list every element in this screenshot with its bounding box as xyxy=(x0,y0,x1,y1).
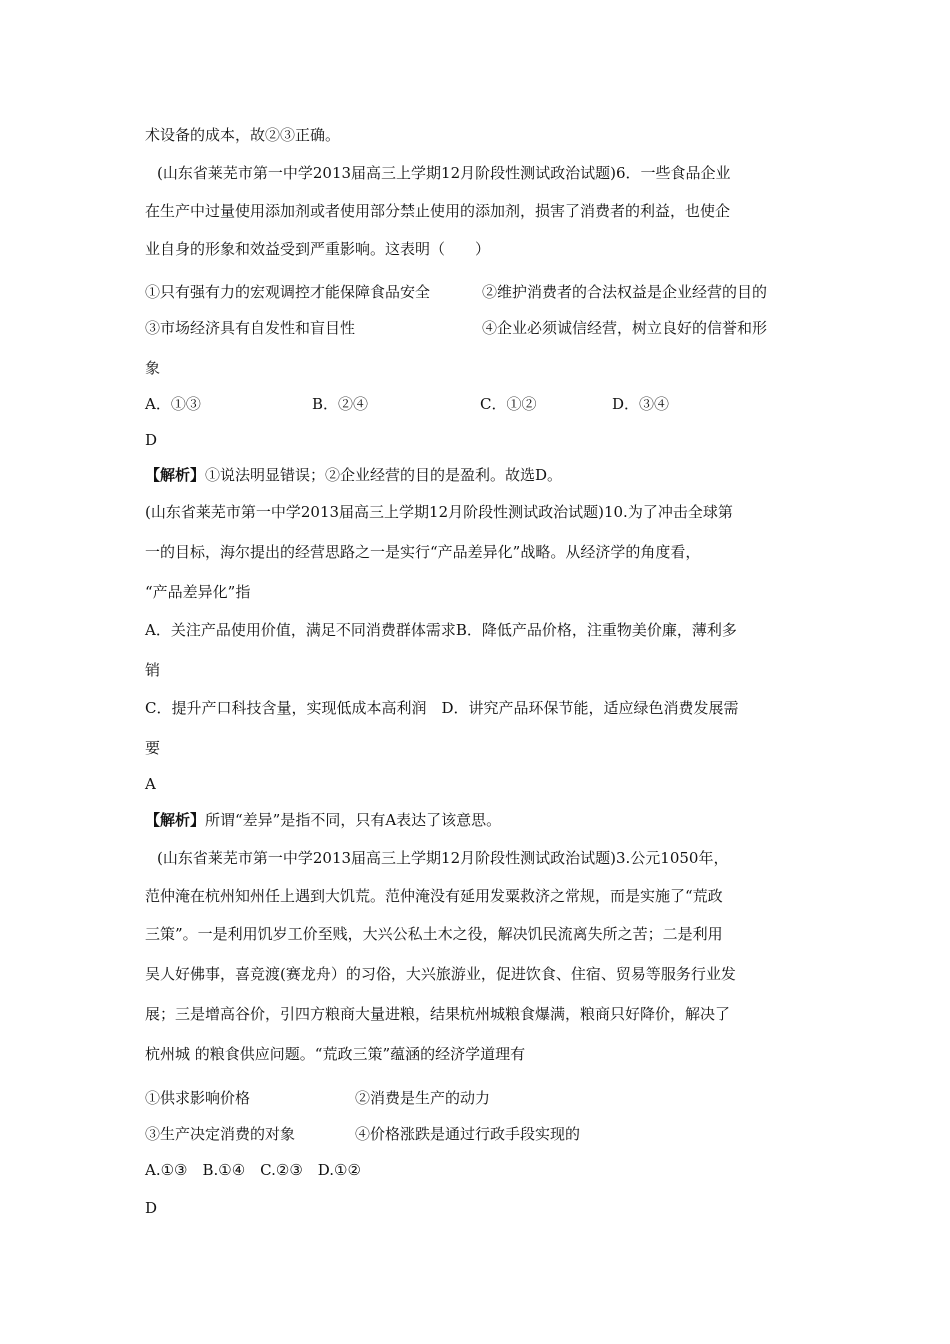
option-d: D．③④ xyxy=(612,395,670,413)
statement-3: ③市场经济具有自发性和盲目性 xyxy=(145,319,356,337)
answer: D xyxy=(145,431,158,449)
text-line: 三策”。一是利用饥岁工价至贱，大兴公私土木之役，解决饥民流离失所之苦；二是利用 xyxy=(145,925,723,943)
analysis xyxy=(145,465,562,485)
options-line: C．提升产口科技含量，实现低成本高利润 D．讲究产品环保节能，适应绿色消费发展需 xyxy=(145,699,739,717)
answer: A xyxy=(145,775,156,793)
text-line: 术设备的成本，故②③正确。 xyxy=(145,126,341,144)
text-line: “产品差异化”指 xyxy=(145,583,251,601)
text-line: 在生产中过量使用添加剂或者使用部分禁止使用的添加剂，损害了消费者的利益，也使企 xyxy=(145,202,731,220)
statement-1: ①供求影响价格 xyxy=(145,1089,251,1107)
analysis-text: ①说法明显错误；②企业经营的目的是盈利。故选D。 xyxy=(205,466,563,484)
text-line: 吴人好佛事，喜竞渡(赛龙舟）的习俗，大兴旅游业，促进饮食、住宿、贸易等服务行业发 xyxy=(145,965,736,983)
analysis xyxy=(145,810,501,830)
question-3-source: (山东省莱芜市第一中学2013届高三上学期12月阶段性测试政治试题)3.公元1050年， xyxy=(157,849,729,867)
option-c: C．①② xyxy=(480,395,537,413)
statement-2: ②消费是生产的动力 xyxy=(355,1089,491,1107)
analysis-text: 所谓“差异”是指不同，只有A表达了该意思。 xyxy=(205,811,502,829)
text-line: 业自身的形象和效益受到严重影响。这表明（ ） xyxy=(145,240,491,258)
text-line: 象 xyxy=(145,359,161,377)
text-line: 范仲淹在杭州知州任上遇到大饥荒。范仲淹没有延用发粟救济之常规，而是实施了“荒政 xyxy=(145,887,723,905)
answer: D xyxy=(145,1199,158,1217)
option-a: A．①③ xyxy=(145,395,201,413)
text-line: 一的目标，海尔提出的经营思路之一是实行“产品差异化”战略。从经济学的角度看， xyxy=(145,543,701,561)
text-line: 杭州城 的粮食供应问题。“荒政三策”蕴涵的经济学道理有 xyxy=(145,1045,526,1063)
analysis-tag: 【解析】 xyxy=(145,811,206,829)
statement-2: ②维护消费者的合法权益是企业经营的目的 xyxy=(482,283,768,301)
text-line: 销 xyxy=(145,661,161,679)
question-6-source: (山东省莱芜市第一中学2013届高三上学期12月阶段性测试政治试题)6．一些食品企业 xyxy=(157,164,731,182)
text-line: 要 xyxy=(145,739,161,757)
statement-3: ③生产决定消费的对象 xyxy=(145,1125,296,1143)
text-line: 展；三是增高谷价，引四方粮商大量进粮，结果杭州城粮食爆满，粮商只好降价，解决了 xyxy=(145,1005,731,1023)
statement-4: ④价格涨跌是通过行政手段实现的 xyxy=(355,1125,581,1143)
analysis-tag: 【解析】 xyxy=(145,466,206,484)
options-line: A．关注产品使用价值，满足不同消费群体需求B．降低产品价格，注重物美价廉，薄利多 xyxy=(145,621,737,639)
option-b: B．②④ xyxy=(312,395,369,413)
options-line: A.①③ B.①④ C.②③ D.①② xyxy=(145,1161,361,1179)
statement-4: ④企业必须诚信经营，树立良好的信誉和形 xyxy=(482,319,768,337)
question-10-source: (山东省莱芜市第一中学2013届高三上学期12月阶段性测试政治试题)10.为了冲击全球第 xyxy=(145,503,733,521)
statement-1: ①只有强有力的宏观调控才能保障食品安全 xyxy=(145,283,431,301)
